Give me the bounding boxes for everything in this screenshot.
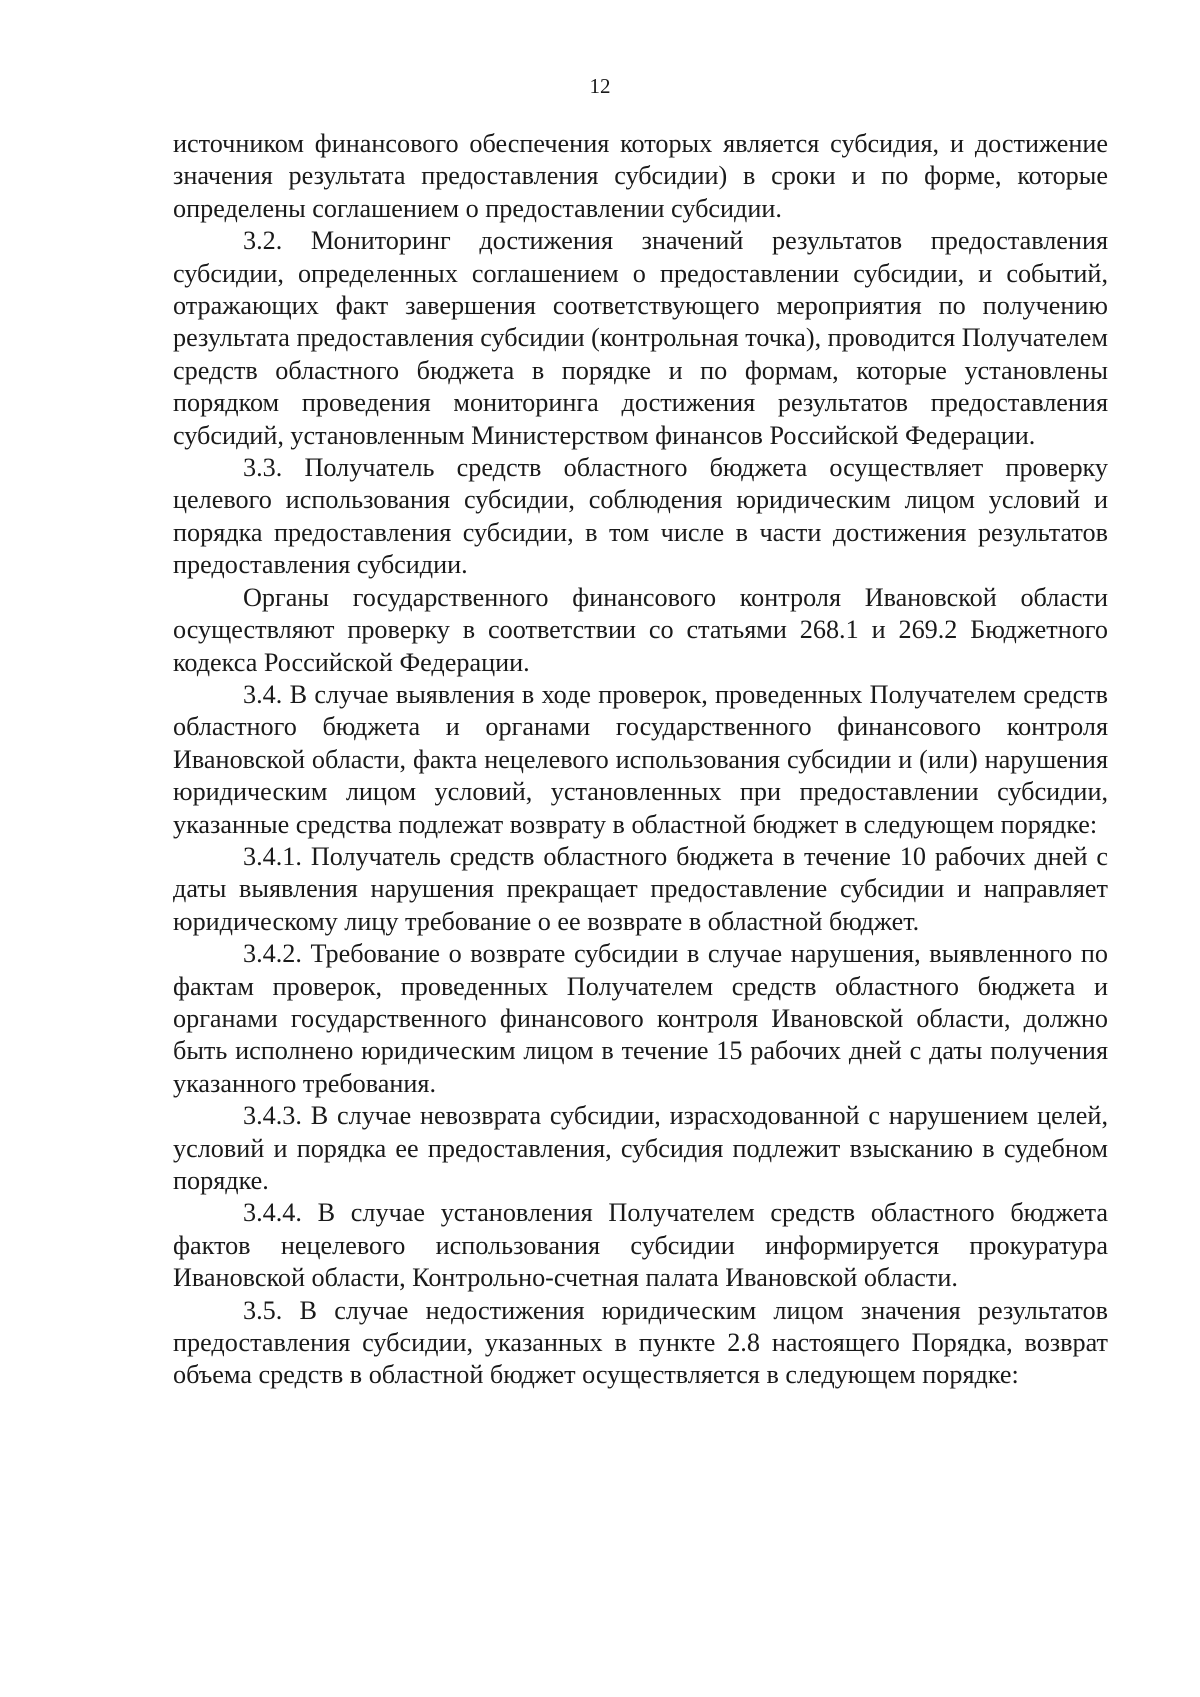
- paragraph-3-4-3: 3.4.3. В случае невозврата субсидии, израсходованной с нарушением целей, условий и порядка ее предоставления, субсидия подлежит взысканию в судебном порядке.: [173, 1101, 1108, 1195]
- page-number: 12: [589, 74, 611, 98]
- paragraph-3-5: 3.5. В случае недостижения юридическим лицом значения результатов предоставления субсидии, указанных в пункте 2.8 настоящего Порядка, возврат объема средств в областной бюджет осуществляется в следующем порядке:: [173, 1295, 1108, 1390]
- paragraph-3-4-4: 3.4.4. В случае установления Получателем средств областного бюджета фактов нецелевого использования субсидии информируется прокуратура Ивановской области, Контрольно-счетная палата Ивановской области.: [173, 1198, 1108, 1293]
- paragraph-3-3: 3.3. Получатель средств областного бюджета осуществляет проверку целевого использования субсидии, соблюдения юридическим лицом условий и порядка предоставления субсидии, в том числе в части достижения результатов предоставления субсидии.: [173, 453, 1108, 580]
- paragraph-3-4-1: 3.4.1. Получатель средств областного бюджета в течение 10 рабочих дней с даты выявления нарушения прекращает предоставление субсидии и направляет юридическому лицу требование о ее возврате в областной бюджет.: [173, 841, 1108, 936]
- paragraph-3-2: 3.2. Мониторинг достижения значений результатов предоставления субсидии, определенных соглашением о предоставлении субсидии, и событий, отражающих факт завершения соответствующего мероприятия по получению результата предоставления субсидии (контрольная точка), проводится Получателем средств областного бюджета в порядке и по формам, которые установлены порядком проведения мониторинга достижения результатов предоставления субсидий, установленным Министерством финансов Российской Федерации.: [173, 226, 1108, 450]
- document-body: [173, 128, 1108, 1392]
- paragraph-control-bodies: Органы государственного финансового контроля Ивановской области осуществляют проверку в соответствии со статьями 268.1 и 269.2 Бюджетного кодекса Российской Федерации.: [173, 582, 1108, 677]
- paragraph-3-4-2: 3.4.2. Требование о возврате субсидии в случае нарушения, выявленного по фактам проверок, проведенных Получателем средств областного бюджета и органами государственного финансового контроля Ивановской области, должно быть исполнено юридическим лицом в течение 15 рабочих дней с даты получения указанного требования.: [173, 939, 1108, 1098]
- paragraph-continuation: источником финансового обеспечения которых является субсидия, и достижение значения результата предоставления субсидии) в сроки и по форме, которые определены соглашением о предоставлении субсидии.: [173, 129, 1108, 223]
- paragraph-3-4: 3.4. В случае выявления в ходе проверок, проведенных Получателем средств областного бюджета и органами государственного финансового контроля Ивановской области, факта нецелевого использования субсидии и (или) нарушения юридическим лицом условий, установленных при предоставлении субсидии, указанные средства подлежат возврату в областной бюджет в следующем порядке:: [173, 679, 1108, 839]
